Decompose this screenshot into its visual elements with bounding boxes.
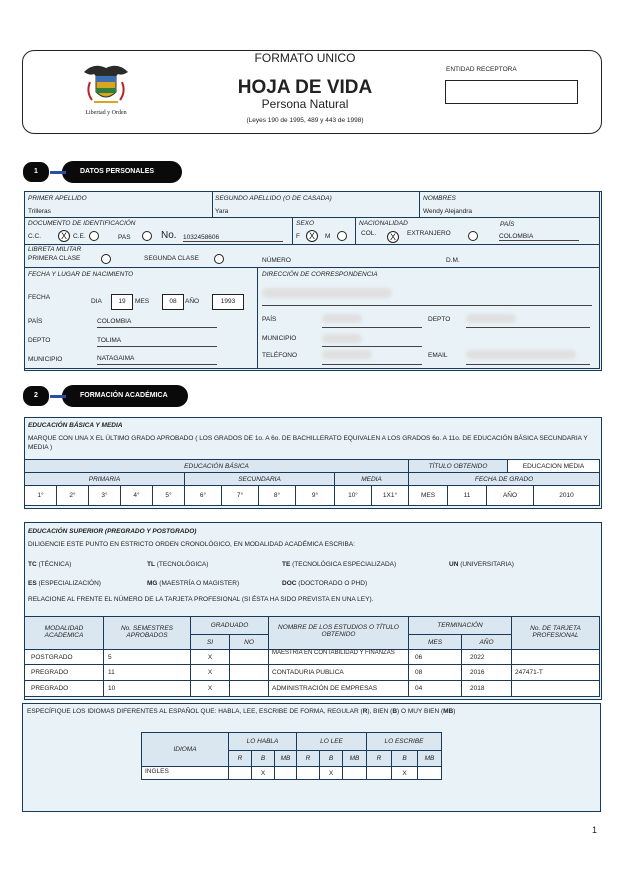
- lo-habla-header: LO HABLA: [228, 732, 297, 751]
- corr-municipio-line: [322, 346, 422, 347]
- table-row: [24, 680, 600, 697]
- depto-nac-value[interactable]: TOLIMA: [97, 337, 217, 347]
- lee-r: R: [296, 750, 320, 767]
- section-1-number: 1: [22, 161, 50, 183]
- dm-label: D.M.: [446, 257, 460, 264]
- modalidad-es: ES (ESPECIALIZACIÓN): [28, 580, 101, 587]
- sexo-m-label: M: [325, 233, 331, 240]
- escribe-b: B: [391, 750, 418, 767]
- lo-lee-header: LO LEE: [296, 732, 367, 751]
- row-tarjeta[interactable]: 247471-T: [511, 664, 600, 681]
- superior-title: EDUCACIÓN SUPERIOR (PREGRADO Y POSTGRADO): [28, 528, 197, 535]
- habla-mb: MB: [274, 750, 297, 767]
- redacted-municipio: [322, 334, 362, 343]
- basica-instructions: MARQUE CON UNA X EL ÚLTIMO GRADO APROBADO ( LOS GRADOS DE 1o. A 6o. DE BACHILLERATO EQUIVALEN A LOS GRADOS 6o. A 11o. DE EDUCACIÓN BÁSICA SECUNDARIA Y MEDIA ): [28, 435, 588, 451]
- corr-email-line: [466, 364, 590, 365]
- segundo-apellido-value[interactable]: Yara: [215, 208, 229, 215]
- idioma-mark[interactable]: [296, 766, 320, 780]
- primera-clase-label: PRIMERA CLASE: [28, 255, 81, 262]
- row-tarjeta[interactable]: [511, 649, 600, 665]
- grade-cell[interactable]: 3°: [88, 485, 121, 506]
- dia-field[interactable]: 19: [111, 294, 133, 310]
- cc-label: C.C.: [28, 233, 41, 240]
- idioma-mark[interactable]: [366, 766, 392, 780]
- fecha-grado-header: FECHA DE GRADO: [408, 472, 600, 486]
- sexo-f-radio-checked[interactable]: X: [306, 230, 318, 242]
- grade-cell[interactable]: 8°: [258, 485, 296, 506]
- sexo-m-radio[interactable]: [337, 231, 347, 241]
- row-modalidad[interactable]: POSTGRADO: [24, 649, 104, 665]
- row-mes[interactable]: 08: [408, 664, 462, 681]
- corr-telefono-label: TELÉFONO: [262, 352, 298, 359]
- primaria-header: PRIMARIA: [24, 472, 185, 486]
- habla-b: B: [251, 750, 275, 767]
- coat-of-arms-logo: [78, 58, 134, 118]
- fecha-anio-label: AÑO: [486, 485, 534, 506]
- habla-r: R: [228, 750, 252, 767]
- fecha-mes-label: MES: [408, 485, 448, 506]
- lee-b: B: [319, 750, 343, 767]
- laws-note: (Leyes 190 de 1995, 489 y 443 de 1998): [246, 117, 364, 124]
- idioma-mark[interactable]: X: [319, 766, 343, 780]
- fecha-label: FECHA: [28, 294, 51, 301]
- redacted-email: [466, 350, 576, 359]
- direccion-label: DIRECCIÓN DE CORRESPONDENCIA: [262, 271, 378, 278]
- redacted-address: [262, 288, 392, 298]
- media-header: MEDIA: [334, 472, 409, 486]
- col-tarjeta: No. DE TARJETA PROFESIONAL: [511, 616, 600, 650]
- row-nombre[interactable]: CONTADURIA PUBLICA: [268, 664, 409, 681]
- col-nombre: NOMBRE DE LOS ESTUDIOS O TÍTULO OBTENIDO: [268, 616, 409, 650]
- tarjeta-instructions: RELACIONE AL FRENTE EL NÚMERO DE LA TARJETA PROFESIONAL (SI ÉSTA HA SIDO PREVISTA EN UNA LEY).: [28, 596, 374, 603]
- corr-telefono-line: [322, 364, 422, 365]
- col-label: COL.: [361, 230, 377, 237]
- idioma-mark[interactable]: X: [391, 766, 418, 780]
- row-mes[interactable]: 06: [408, 649, 462, 665]
- fecha-lugar-label: FECHA Y LUGAR DE NACIMIENTO: [28, 271, 134, 278]
- table-row: [24, 664, 600, 681]
- idioma-mark[interactable]: [417, 766, 442, 780]
- educacion-basica-header: EDUCACIÓN BÁSICA: [24, 459, 409, 473]
- escribe-mb: MB: [417, 750, 442, 767]
- lee-mb: MB: [342, 750, 367, 767]
- redacted-depto: [466, 314, 516, 323]
- table-row: [24, 649, 600, 665]
- modalidad-tl: TL (TECNOLÓGICA): [147, 561, 209, 568]
- section-1-header: [62, 161, 182, 183]
- nombres-label: NOMBRES: [423, 195, 456, 202]
- col-si: SI: [190, 634, 230, 650]
- secundaria-header: SECUNDARIA: [184, 472, 335, 486]
- primera-clase-radio[interactable]: [101, 254, 111, 264]
- grade-cell[interactable]: 7°: [221, 485, 259, 506]
- row-si[interactable]: X: [190, 649, 230, 665]
- pais-nac-label: PAÍS: [28, 318, 43, 325]
- row-no[interactable]: [229, 680, 269, 697]
- pais-nac-value[interactable]: COLOMBIA: [97, 318, 217, 328]
- direccion-line: [262, 305, 592, 306]
- col-semestres: No. SEMESTRES APROBADOS: [103, 616, 191, 650]
- modalidad-te: TE (TECNOLÓGICA ESPECIALIZADA): [282, 561, 397, 568]
- corr-pais-line: [322, 327, 422, 328]
- pas-label: PAS: [118, 234, 131, 241]
- titulo-obtenido-header: TÍTULO OBTENIDO: [408, 459, 508, 473]
- ce-radio[interactable]: [89, 231, 99, 241]
- col-terminacion: TERMINACIÓN: [408, 616, 512, 635]
- corr-depto-line: [466, 327, 590, 328]
- cc-radio-checked[interactable]: X: [58, 230, 70, 242]
- col-no: NO: [229, 634, 269, 650]
- sexo-label: SEXO: [296, 220, 315, 227]
- modalidad-tc: TC (TÉCNICA): [28, 561, 72, 568]
- segunda-clase-radio[interactable]: [214, 254, 224, 264]
- idiomas-instructions: ESPECÍFIQUE LOS IDIOMAS DIFERENTES AL ESPAÑOL QUE: HABLA, LEE, ESCRIBE DE FORMA, REGULAR (R), BIEN (B) O MUY BIEN (MB): [27, 708, 456, 715]
- idioma-header: IDIOMA: [141, 732, 229, 767]
- idioma-mark[interactable]: [274, 766, 297, 780]
- municipio-nac-label: MUNICIPIO: [28, 356, 63, 363]
- grade-cell[interactable]: 10°: [334, 485, 372, 506]
- row-no[interactable]: [229, 649, 269, 665]
- dia-label: DIA: [91, 298, 102, 305]
- row-modalidad[interactable]: PREGRADO: [24, 664, 104, 681]
- row-tarjeta[interactable]: [511, 680, 600, 697]
- page-title: HOJA DE VIDA: [237, 77, 373, 98]
- grade-cell-selected[interactable]: 1X1°: [371, 485, 409, 506]
- modalidad-doc: DOC (DOCTORADO O PHD): [282, 580, 368, 587]
- row-no[interactable]: [229, 664, 269, 681]
- entidad-receptora-field[interactable]: [445, 80, 578, 104]
- basica-title: EDUCACIÓN BÁSICA Y MEDIA: [28, 422, 123, 429]
- segunda-clase-label: SEGUNDA CLASE: [144, 255, 199, 262]
- sexo-f-label: F: [296, 233, 300, 240]
- mes-label: MES: [135, 298, 150, 305]
- col-mes: MES: [408, 634, 462, 650]
- row-modalidad[interactable]: PREGRADO: [24, 680, 104, 697]
- fecha-anio-value[interactable]: 2010: [533, 485, 600, 506]
- redacted-telefono: [322, 350, 372, 359]
- grade-cell[interactable]: 4°: [120, 485, 153, 506]
- corr-depto-label: DEPTO: [428, 316, 451, 323]
- corr-municipio-label: MUNICIPIO: [262, 335, 297, 342]
- redacted-pais: [322, 314, 362, 323]
- row-nombre[interactable]: ADMINISTRACIÓN DE EMPRESAS: [268, 680, 409, 697]
- segundo-apellido-label: SEGUNDO APELLIDO (O DE CASADA): [215, 195, 332, 202]
- nacionalidad-label: NACIONALIDAD: [359, 220, 408, 227]
- entidad-receptora-label: ENTIDAD RECEPTORA: [446, 66, 517, 73]
- col-radio-checked[interactable]: X: [387, 231, 399, 243]
- row-anio[interactable]: 2018: [461, 680, 512, 697]
- corr-pais-label: PAÍS: [262, 316, 277, 323]
- municipio-nac-value[interactable]: NATAGAIMA: [97, 355, 217, 365]
- mes-field[interactable]: 08: [162, 294, 184, 310]
- ce-label: C.E.: [73, 233, 86, 240]
- col-anio: AÑO: [461, 634, 512, 650]
- extranjero-label: EXTRANJERO: [407, 230, 451, 237]
- motto-text: Libertad y Orden: [85, 110, 127, 116]
- row-semestres[interactable]: 5: [103, 649, 191, 665]
- row-nombre[interactable]: MAESTRIA EN CONTABILIDAD Y FINANZAS: [268, 649, 409, 665]
- idioma-mark[interactable]: [342, 766, 367, 780]
- row-semestres[interactable]: 10: [103, 680, 191, 697]
- superior-instructions: DILIGENCIE ESTE PUNTO EN ESTRICTO ORDEN CRONOLÓGICO, EN MODALIDAD ACADÉMICA ESCRIBA:: [28, 541, 355, 548]
- fecha-mes-value[interactable]: 11: [447, 485, 487, 506]
- pais-nacionalidad-label: PAÍS: [500, 221, 515, 228]
- grades-row: [24, 485, 600, 506]
- documento-label: DOCUMENTO DE IDENTIFICACIÓN: [28, 220, 136, 227]
- numero-label: NÚMERO: [262, 257, 291, 264]
- nombres-value[interactable]: Wendy Alejandra: [423, 208, 473, 215]
- section-2-label: FORMACIÓN ACADÉMICA: [80, 392, 168, 399]
- depto-nac-label: DEPTO: [28, 337, 51, 344]
- doc-no-label: No.: [161, 230, 177, 241]
- corr-email-label: EMAIL: [428, 352, 448, 359]
- grade-cell[interactable]: 9°: [295, 485, 335, 506]
- lo-escribe-header: LO ESCRIBE: [366, 732, 442, 751]
- grade-cell[interactable]: 5°: [152, 485, 185, 506]
- section-2-number: 2: [22, 385, 50, 407]
- idioma-row: [141, 766, 442, 780]
- anio-field[interactable]: 1993: [212, 294, 244, 310]
- formato-label: FORMATO UNICO: [254, 51, 356, 65]
- page-number: 1: [592, 825, 598, 835]
- modalidad-un: UN (UNIVERSITARIA): [449, 561, 514, 568]
- row-semestres[interactable]: 11: [103, 664, 191, 681]
- page-subtitle: Persona Natural: [261, 97, 349, 111]
- pais-nacionalidad-value[interactable]: COLOMBIA: [499, 233, 579, 241]
- anio-label: AÑO: [185, 298, 200, 305]
- row-anio[interactable]: 2022: [461, 649, 512, 665]
- escribe-r: R: [366, 750, 392, 767]
- grade-cell[interactable]: 6°: [184, 485, 222, 506]
- idioma-mark[interactable]: [228, 766, 252, 780]
- idiomas-subheader-row: [228, 750, 442, 767]
- grade-cell[interactable]: 2°: [56, 485, 89, 506]
- primer-apellido-value[interactable]: Trilleras: [28, 208, 51, 215]
- titulo-obtenido-value[interactable]: EDUCACION MEDIA: [507, 459, 600, 473]
- row-si[interactable]: X: [190, 680, 230, 697]
- section-2-header: [62, 385, 188, 407]
- col-graduado: GRADUADO: [190, 616, 269, 635]
- row-si[interactable]: X: [190, 664, 230, 681]
- pas-radio[interactable]: [142, 231, 152, 241]
- col-modalidad: MODALIDAD ACADEMICA: [24, 616, 104, 650]
- section-1-label: DATOS PERSONALES: [80, 168, 155, 175]
- libreta-label: LIBRETA MILITAR: [28, 246, 82, 253]
- modalidad-mg: MG (MAESTRÍA O MAGISTER): [147, 580, 240, 587]
- idioma-mark[interactable]: X: [251, 766, 275, 780]
- grade-cell[interactable]: 1°: [24, 485, 57, 506]
- primer-apellido-label: PRIMER APELLIDO: [28, 195, 87, 202]
- doc-number-value[interactable]: 1032458606: [183, 234, 283, 242]
- idioma-value[interactable]: INGLES: [141, 766, 229, 780]
- extranjero-radio[interactable]: [468, 231, 478, 241]
- row-anio[interactable]: 2016: [461, 664, 512, 681]
- row-mes[interactable]: 04: [408, 680, 462, 697]
